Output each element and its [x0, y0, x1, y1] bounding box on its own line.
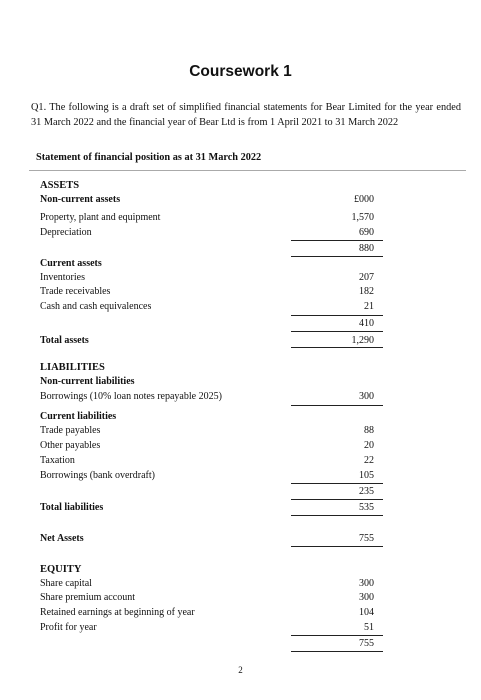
assets-heading: ASSETS	[40, 180, 80, 191]
share-capital-row	[0, 578, 481, 591]
total-assets-value: 1,290	[351, 335, 374, 346]
depreciation-label: Depreciation	[40, 227, 92, 238]
receivables-label: Trade receivables	[40, 286, 111, 297]
share-premium-value: 300	[359, 592, 374, 603]
retained-earnings-row	[0, 607, 481, 620]
overdraft-label: Borrowings (bank overdraft)	[40, 470, 155, 481]
noncurrent-net-row	[0, 243, 481, 256]
noncurrent-assets-row	[0, 194, 481, 207]
unit-label: £000	[354, 194, 374, 205]
receivables-value: 182	[359, 286, 374, 297]
subtotal-line	[291, 635, 383, 636]
current-liabilities-heading: Current liabilities	[40, 411, 117, 422]
subtotal-line	[291, 331, 383, 332]
subtotal-line	[291, 483, 383, 484]
other-payables-value: 20	[364, 440, 374, 451]
total-line	[291, 347, 383, 348]
subtotal-line	[291, 499, 383, 500]
trade-payables-row	[0, 425, 481, 438]
total-assets-row	[0, 335, 481, 348]
overdraft-row	[0, 470, 481, 483]
borrowings-label: Borrowings (10% loan notes repayable 2025)	[40, 391, 222, 402]
receivables-row	[0, 286, 481, 299]
noncurrent-net-value: 880	[359, 243, 374, 254]
current-assets-heading: Current assets	[40, 258, 102, 269]
noncurrent-liabilities-row	[0, 376, 481, 389]
share-premium-label: Share premium account	[40, 592, 135, 603]
inventories-label: Inventories	[40, 272, 85, 283]
equity-heading-row	[0, 564, 481, 577]
liabilities-heading-row	[0, 362, 481, 375]
assets-heading-row	[0, 180, 481, 193]
profit-value: 51	[364, 622, 374, 633]
taxation-value: 22	[364, 455, 374, 466]
depreciation-value: 690	[359, 227, 374, 238]
current-liabilities-total: 235	[359, 486, 374, 497]
taxation-label: Taxation	[40, 455, 75, 466]
ppe-label: Property, plant and equipment	[40, 212, 161, 223]
liabilities-heading: LIABILITIES	[40, 362, 105, 373]
depreciation-row	[0, 227, 481, 240]
other-payables-label: Other payables	[40, 440, 101, 451]
total-liabilities-value: 535	[359, 502, 374, 513]
net-assets-label: Net Assets	[40, 533, 84, 544]
trade-payables-label: Trade payables	[40, 425, 101, 436]
cash-row	[0, 301, 481, 314]
retained-earnings-label: Retained earnings at beginning of year	[40, 607, 195, 618]
net-assets-value: 755	[359, 533, 374, 544]
subtotal-line	[291, 240, 383, 241]
total-liabilities-row	[0, 502, 481, 515]
total-assets-label: Total assets	[40, 335, 89, 346]
inventories-value: 207	[359, 272, 374, 283]
profit-row	[0, 622, 481, 635]
borrowings-value: 300	[359, 391, 374, 402]
total-liabilities-label: Total liabilities	[40, 502, 104, 513]
current-assets-row	[0, 258, 481, 271]
subtotal-line	[291, 256, 383, 257]
page-number: 2	[238, 665, 243, 675]
other-payables-row	[0, 440, 481, 453]
cash-value: 21	[364, 301, 374, 312]
noncurrent-assets-heading: Non-current assets	[40, 194, 121, 205]
subtotal-line	[291, 315, 383, 316]
divider	[29, 170, 466, 171]
total-line	[291, 546, 383, 547]
share-capital-value: 300	[359, 578, 374, 589]
subtotal-line	[291, 405, 383, 406]
total-line	[291, 651, 383, 652]
current-liabilities-total-row	[0, 486, 481, 499]
overdraft-value: 105	[359, 470, 374, 481]
net-assets-row	[0, 533, 481, 546]
page-title: Coursework 1	[189, 63, 292, 80]
current-liabilities-row	[0, 411, 481, 424]
equity-total: 755	[359, 638, 374, 649]
profit-label: Profit for year	[40, 622, 97, 633]
share-capital-label: Share capital	[40, 578, 92, 589]
statement-heading: Statement of financial position as at 31 March 2022	[36, 152, 262, 163]
equity-total-row	[0, 638, 481, 651]
ppe-value: 1,570	[351, 212, 374, 223]
noncurrent-liabilities-heading: Non-current liabilities	[40, 376, 135, 387]
total-line	[291, 515, 383, 516]
inventories-row	[0, 272, 481, 285]
taxation-row	[0, 455, 481, 468]
trade-payables-value: 88	[364, 425, 374, 436]
equity-heading: EQUITY	[40, 564, 82, 575]
ppe-row	[0, 212, 481, 225]
current-assets-total: 410	[359, 318, 374, 329]
current-assets-total-row	[0, 318, 481, 331]
cash-label: Cash and cash equivalences	[40, 301, 152, 312]
borrowings-row	[0, 391, 481, 404]
retained-earnings-value: 104	[359, 607, 374, 618]
share-premium-row	[0, 592, 481, 605]
question-text: Q1. The following is a draft set of simplified financial statements for Bear Limited for the year ended 31 March 2022 and the financial year of Bear Ltd is from 1 April 2021 to 31 March 2022	[31, 102, 461, 128]
